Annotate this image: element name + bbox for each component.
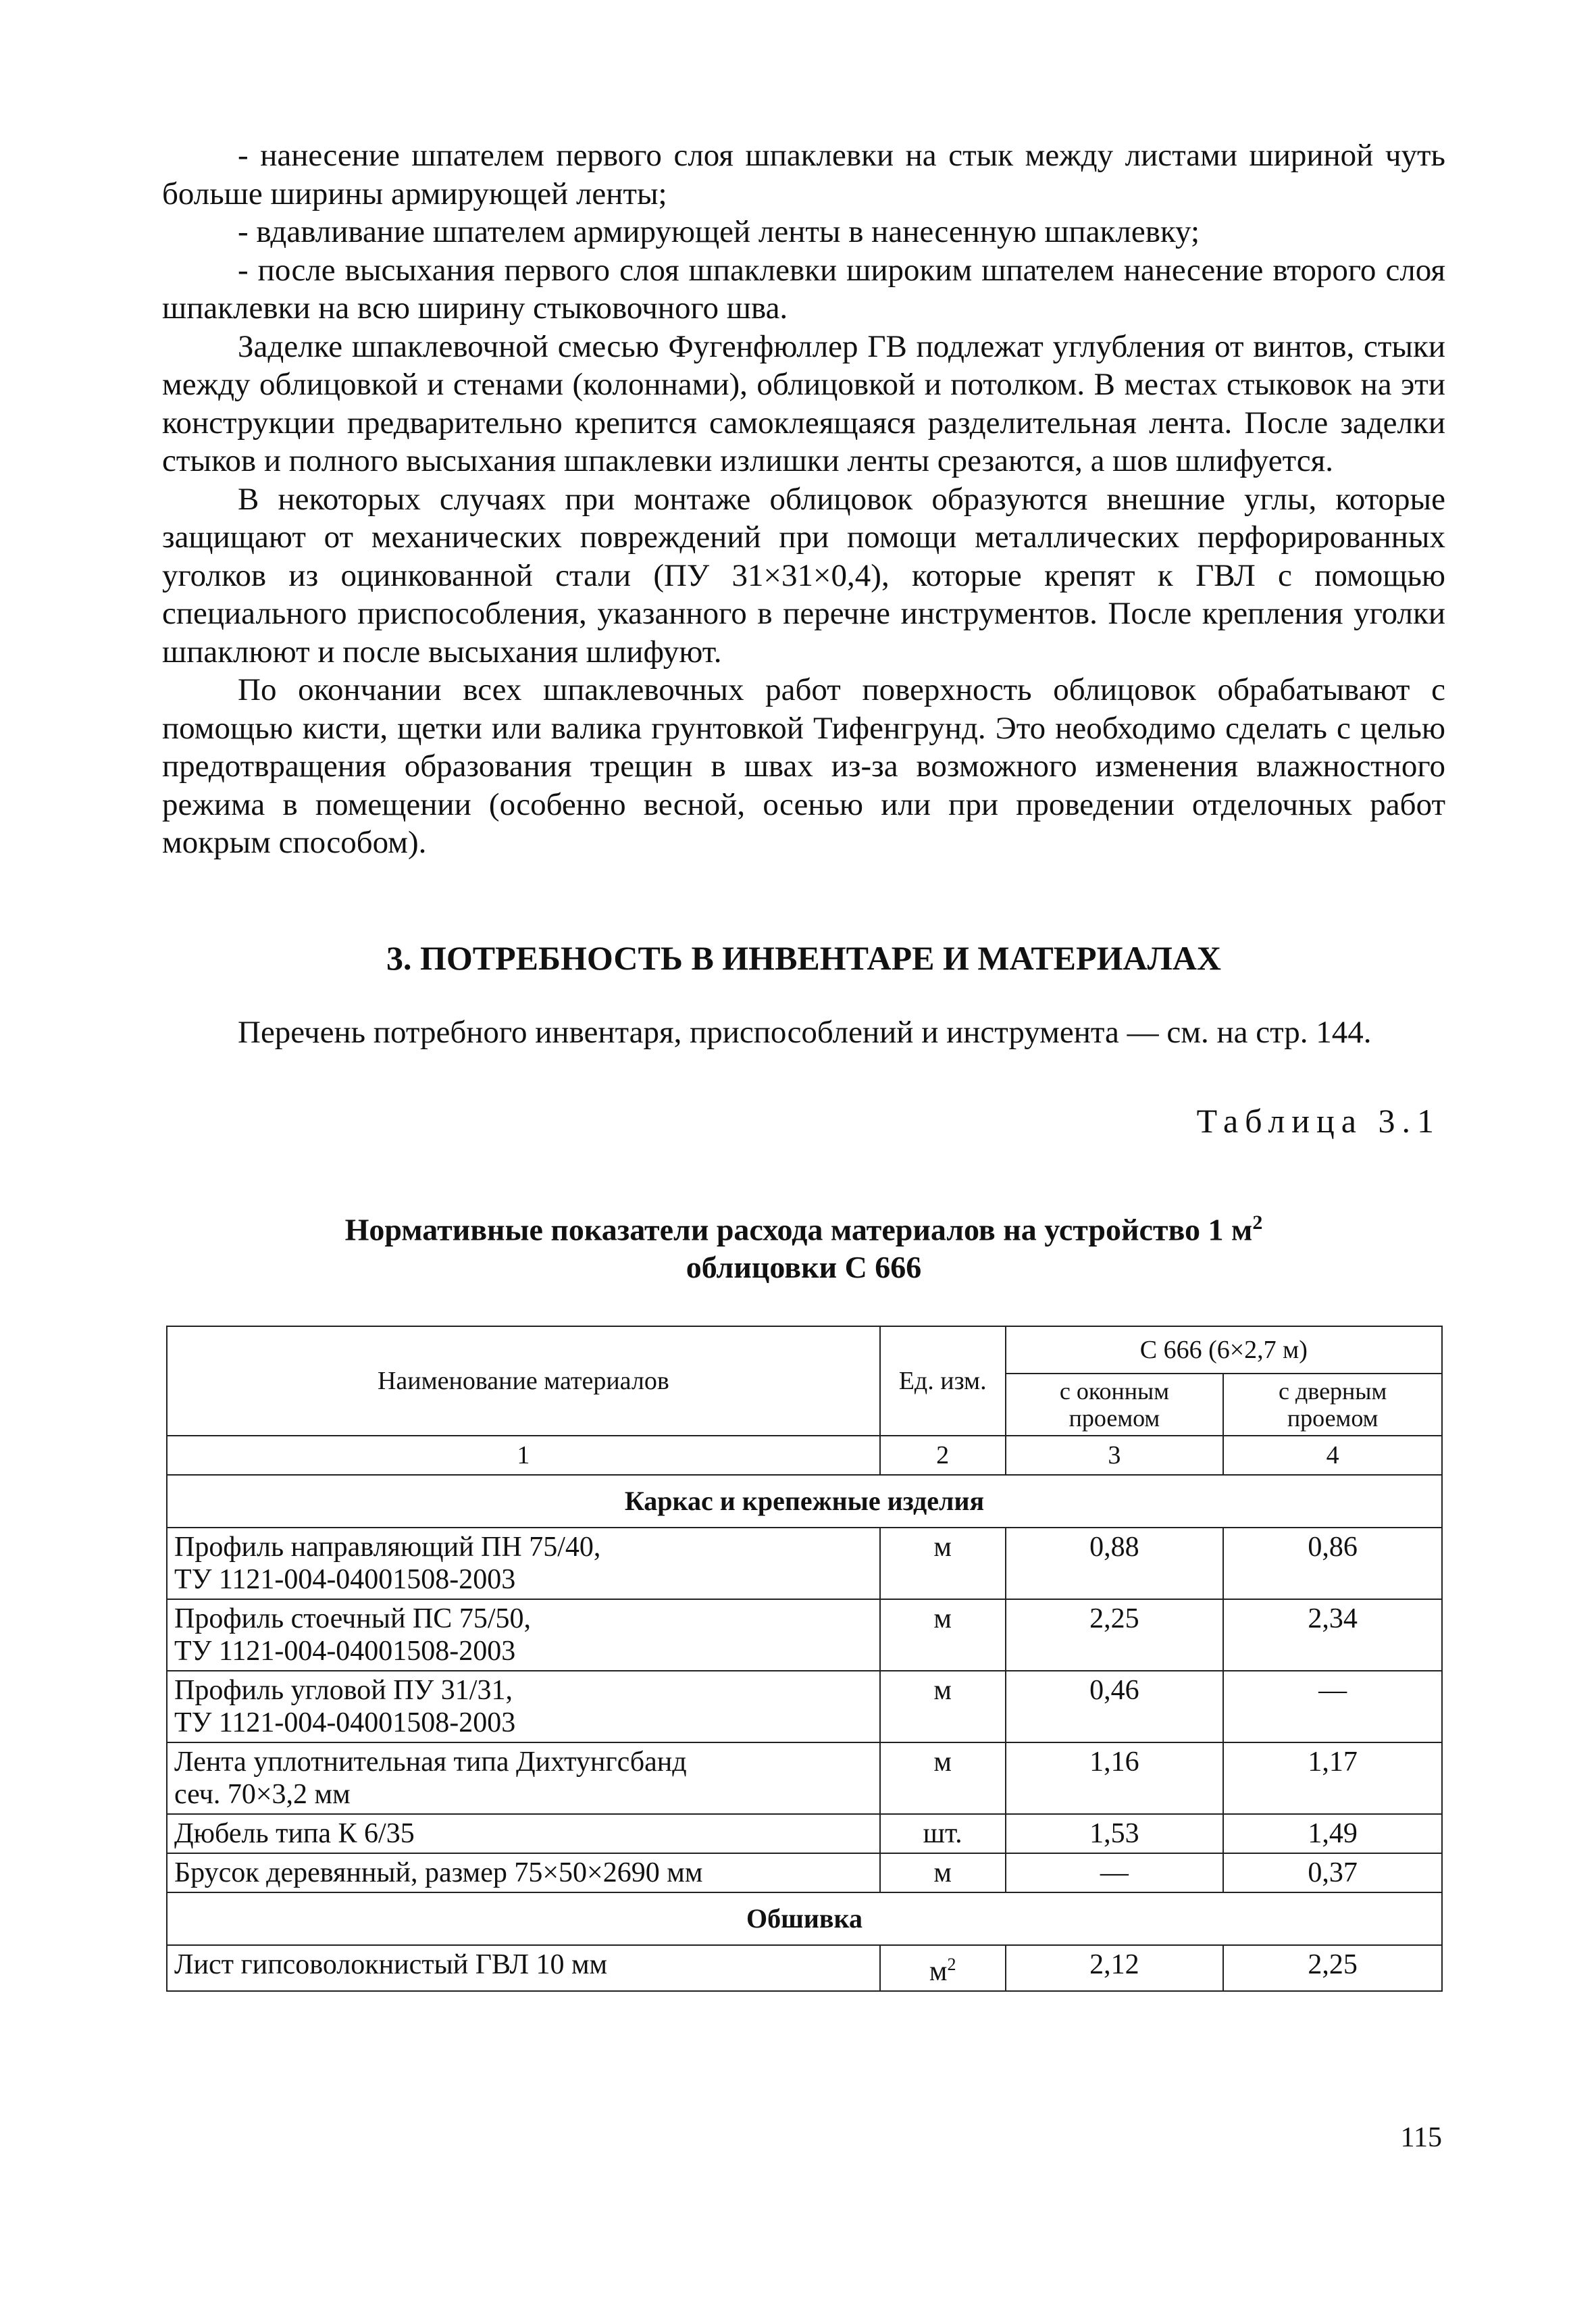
material-unit: м [880,1599,1006,1671]
paragraph: - вдавливание шпателем армирующей ленты в нанесенную шпаклевку; [238,214,1200,249]
table-label: Таблица 3.1 [1196,1102,1441,1140]
material-unit: м [880,1853,1006,1892]
value-window: — [1006,1853,1224,1892]
header-window: с оконным проемом [1006,1374,1224,1436]
section-heading: 3. ПОТРЕБНОСТЬ В ИНВЕНТАРЕ И МАТЕРИАЛАХ [386,939,1222,977]
material-unit: $м^2$ [880,1945,1006,1991]
paragraph: Заделке шпаклевочной смесью Фугенфюллер ГВ подлежат углубления от винтов, стыки между облицовкой и стенами (колоннами), облицовкой и потолком. В местах стыковок на эти конструкции предварительно крепится самоклеящаяся разделительная лента. После заделки стыков и полного высыхания шпаклевки излишки ленты срезаются, а шов шлифуется. [162,328,1445,478]
table-row [167,1742,1442,1814]
column-number: 2 [880,1436,1006,1475]
header-name: Наименование материалов [167,1326,880,1436]
value-window: 1,53 [1006,1814,1224,1853]
page-number: 115 [1400,2122,1442,2153]
table-title-superscript: 2 [1252,1211,1263,1234]
value-door: 1,49 [1223,1814,1442,1853]
table-row [167,1528,1442,1599]
table-row [167,1945,1442,1991]
paragraph: - после высыхания первого слоя шпаклевки широким шпателем нанесение второго слоя шпаклевки на всю ширину стыковочного шва. [162,252,1445,326]
material-name: Профиль угловой ПУ 31/31, ТУ 1121-004-04001508-2003 [167,1671,880,1742]
material-unit: шт. [880,1814,1006,1853]
value-window: 2,25 [1006,1599,1224,1671]
material-name: Лист гипсоволокнистый ГВЛ 10 мм [167,1945,880,1991]
table-title-line2: облицовки С 666 [686,1250,922,1285]
column-number: 3 [1006,1436,1224,1475]
body-text [162,136,1445,862]
table-row [167,1671,1442,1742]
column-number: 1 [167,1436,880,1475]
value-window: 1,16 [1006,1742,1224,1814]
material-unit: м [880,1528,1006,1599]
materials-table [166,1326,1443,1992]
value-door: 2,34 [1223,1599,1442,1671]
value-door: 0,37 [1223,1853,1442,1892]
value-window: 2,12 [1006,1945,1224,1991]
value-window: 0,88 [1006,1528,1224,1599]
value-door: 2,25 [1223,1945,1442,1991]
table-title-line1: Нормативные показатели расхода материалов на устройство 1 м [344,1212,1253,1247]
section-row: Каркас и крепежные изделия [167,1475,1442,1528]
material-name: Дюбель типа К 6/35 [167,1814,880,1853]
header-door: с дверным проемом [1223,1374,1442,1436]
material-unit: м [880,1671,1006,1742]
paragraph: В некоторых случаях при монтаже облицовок образуются внешние углы, которые защищают от механических повреждений при помощи металлических перфорированных уголков из оцинкованной стали (ПУ 31×31×0,4), которые крепят к ГВЛ с помощью специального приспособления, указанного в перечне инструментов. После крепления уголки шпаклюют и после высыхания шлифуют. [162,481,1445,670]
table-row [167,1814,1442,1853]
reference-text: Перечень потребного инвентаря, приспособлений и инструмента — см. на стр. 144. [238,1015,1372,1050]
material-name: Профиль направляющий ПН 75/40, ТУ 1121-004-04001508-2003 [167,1528,880,1599]
material-unit: м [880,1742,1006,1814]
column-number: 4 [1223,1436,1442,1475]
material-name: Лента уплотнительная типа Дихтунгсбанд сеч. 70×3,2 мм [167,1742,880,1814]
section-row: Обшивка [167,1892,1442,1945]
table-row [167,1599,1442,1671]
value-door: — [1223,1671,1442,1742]
value-door: 1,17 [1223,1742,1442,1814]
value-window: 0,46 [1006,1671,1224,1742]
value-door: 0,86 [1223,1528,1442,1599]
table-title [162,1204,1445,1286]
table-row [167,1853,1442,1892]
header-unit: Ед. изм. [880,1326,1006,1436]
header-group: С 666 (6×2,7 м) [1006,1326,1442,1374]
material-name: Профиль стоечный ПС 75/50, ТУ 1121-004-04001508-2003 [167,1599,880,1671]
material-name: Брусок деревянный, размер 75×50×2690 мм [167,1853,880,1892]
paragraph: По окончании всех шпаклевочных работ поверхность облицовок обрабатывают с помощью кисти, щетки или валика грунтовкой Тифенгрунд. Это необходимо сделать с целью предотвращения образования трещин в швах из-за возможного изменения влажностного режима в помещении (особенно весной, осенью или при проведении отделочных работ мокрым способом). [162,672,1445,860]
paragraph: - нанесение шпателем первого слоя шпаклевки на стык между листами шириной чуть больше ширины армирующей ленты; [162,138,1445,211]
